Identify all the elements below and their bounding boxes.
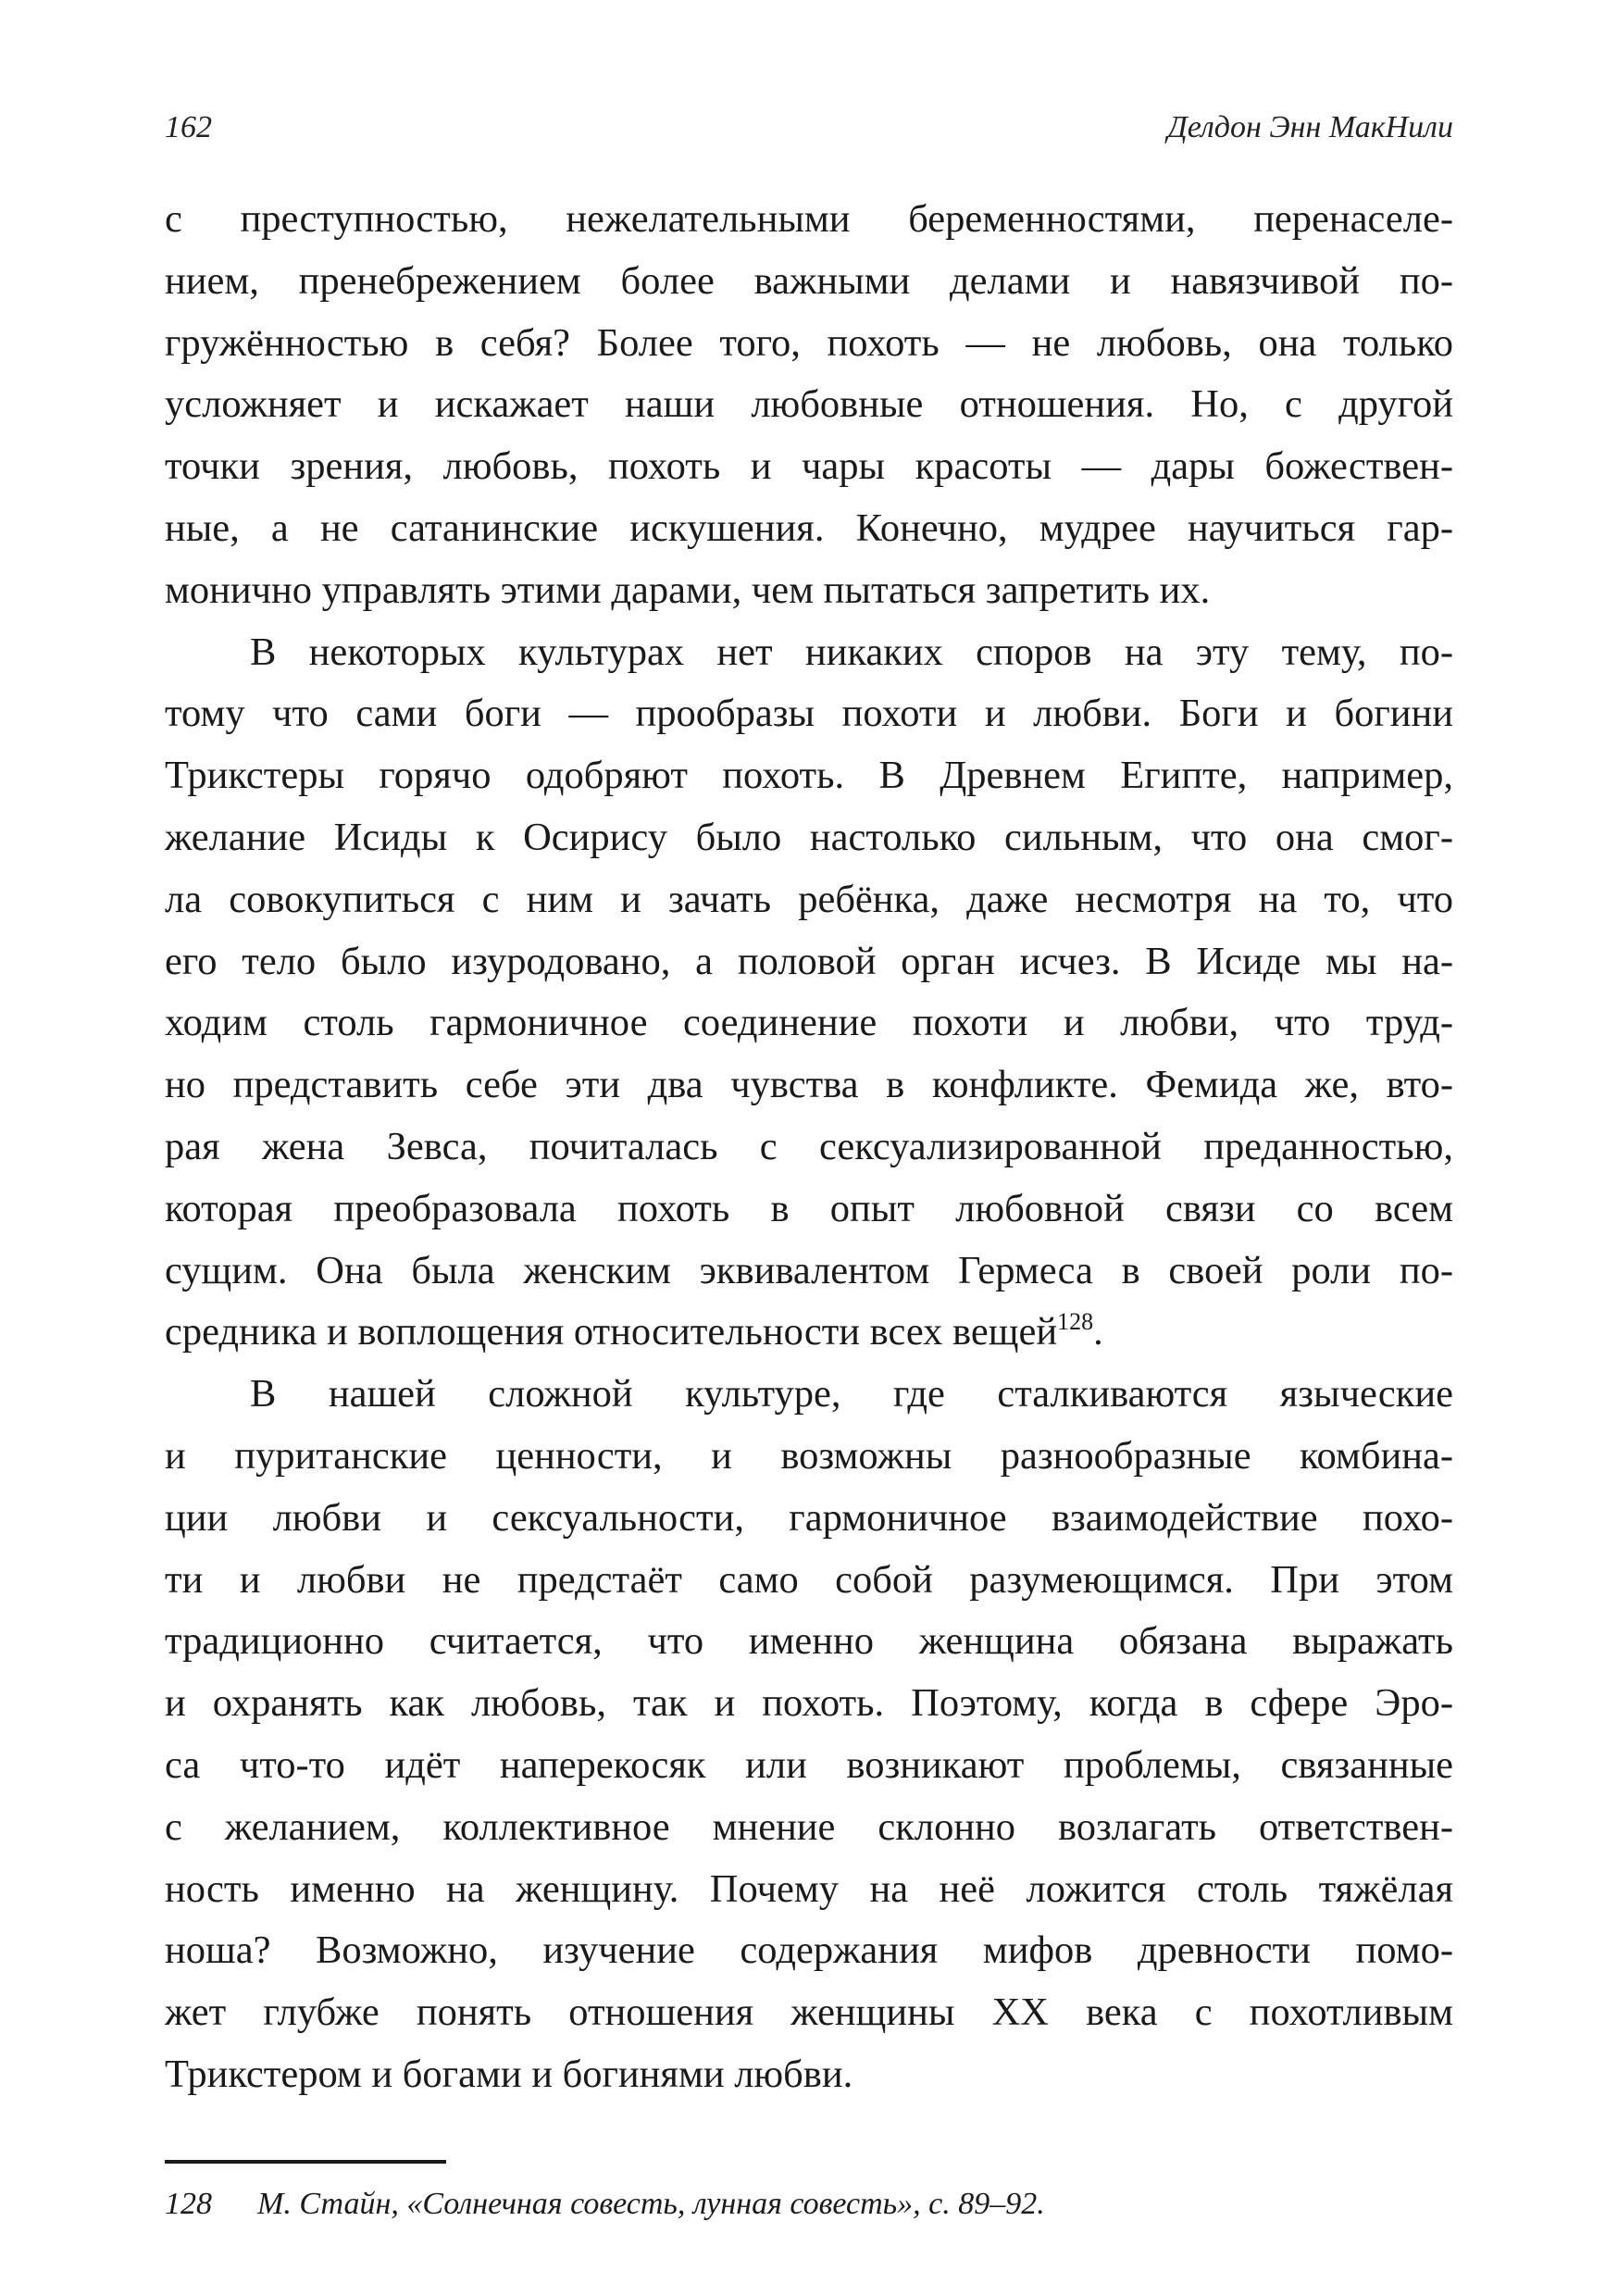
text-line: Трикстеры горячо одобряют похоть. В Древнем Египте, например,: [165, 754, 1453, 798]
text-line: и пуританские ценности, и возможны разнообразные комбина-: [165, 1433, 1453, 1478]
text-line: традиционно считается, что именно женщина обязана выражать: [165, 1619, 1453, 1664]
text-line: ла совокупиться с ним и зачать ребёнка, даже несмотря на то, что: [165, 877, 1453, 921]
text-line: его тело было изуродовано, а половой орган исчез. В Исиде мы на-: [165, 939, 1453, 983]
text-line: ность именно на женщину. Почему на неё ложится столь тяжёлая: [165, 1866, 1453, 1911]
text-line: ноша? Возможно, изучение содержания мифов древности помо-: [165, 1928, 1453, 1973]
sentence-end: .: [1093, 1310, 1103, 1354]
footnote-divider: [165, 2160, 446, 2164]
text-line: средника и воплощения относительности всех вещей: [165, 1310, 1058, 1354]
text-line: ходим столь гармоничное соединение похоти и любви, что труд-: [165, 1001, 1453, 1045]
text-line: жет глубже понять отношения женщины XX века с похотливым: [165, 1990, 1453, 2035]
text-line: Трикстером и богами и богинями любви.: [165, 2052, 853, 2096]
text-line: которая преобразовала похоть в опыт любовной связи со всем: [165, 1186, 1453, 1230]
text-line: гружённостью в себя? Более того, похоть — не любовь, она только: [165, 320, 1453, 365]
text-line: и охранять как любовь, так и похоть. Поэтому, когда в сфере Эро-: [165, 1681, 1453, 1726]
text-line: тому что сами боги — прообразы похоти и любви. Боги и богини: [165, 692, 1453, 736]
text-line: монично управлять этими дарами, чем пытаться запретить их.: [165, 568, 1211, 612]
text-line: усложняет и искажает наши любовные отношения. Но, с другой: [165, 382, 1453, 427]
running-title: Делдон Энн МакНили: [1167, 110, 1453, 144]
text-line: ти и любви не предстаёт само собой разумеющимся. При этом: [165, 1557, 1453, 1602]
text-line: В нашей сложной культуре, где сталкиваются языческие: [250, 1372, 1453, 1416]
footnote-text: М. Стайн, «Солнечная совесть, лунная совесть», с. 89–92.: [257, 2187, 1045, 2221]
footnote-number: 128: [165, 2187, 212, 2221]
body-text: [165, 189, 1453, 2106]
text-line: са что-то идёт наперекосяк или возникают проблемы, связанные: [165, 1742, 1453, 1787]
text-line: нием, пренебрежением более важными делами и навязчивой по-: [165, 258, 1453, 303]
text-line: с преступностью, нежелательными беременностями, перенаселе-: [165, 197, 1453, 241]
text-line: желание Исиды к Осирису было настолько сильным, что она смог-: [165, 815, 1453, 859]
text-line: с желанием, коллективное мнение склонно возлагать ответствен-: [165, 1804, 1453, 1849]
text-line-with-footnote: [165, 1302, 1453, 1364]
text-line: В некоторых культурах нет никаких споров на эту тему, по-: [250, 630, 1453, 674]
text-line: ции любви и сексуальности, гармоничное взаимодействие похо-: [165, 1495, 1453, 1540]
text-line: но представить себе эти два чувства в конфликте. Фемида же, вто-: [165, 1063, 1453, 1107]
text-line: сущим. Она была женским эквивалентом Гермеса в своей роли по-: [165, 1248, 1453, 1292]
text-line: рая жена Зевса, почиталась с сексуализированной преданностью,: [165, 1124, 1453, 1168]
footnote: [165, 2185, 1453, 2224]
footnote-reference[interactable]: 128: [1057, 1308, 1094, 1336]
text-line: точки зрения, любовь, похоть и чары красоты — дары божествен-: [165, 444, 1453, 489]
page-number: 162: [165, 110, 212, 144]
text-line: ные, а не сатанинские искушения. Конечно, мудрее научиться гар-: [165, 505, 1453, 550]
